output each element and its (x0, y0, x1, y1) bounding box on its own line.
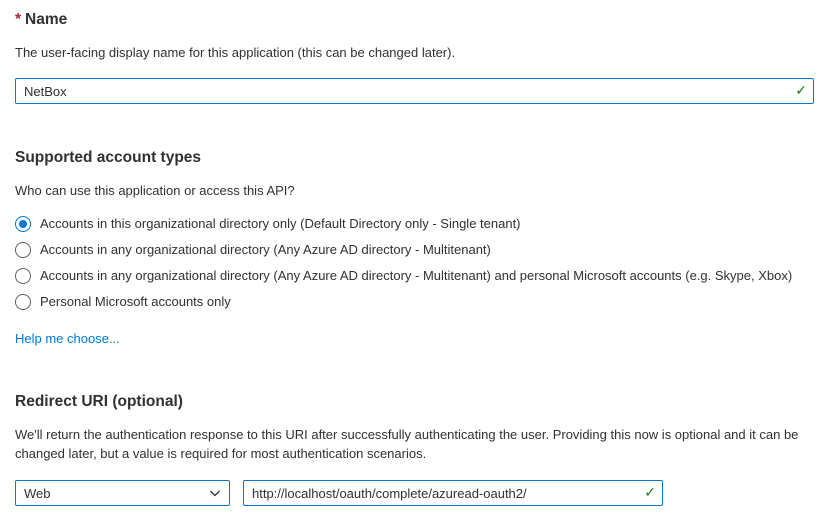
radio-label: Accounts in this organizational directory only (Default Directory only - Single tenant) (40, 216, 521, 231)
radio-label: Accounts in any organizational directory (Any Azure AD directory - Multitenant) and personal Microsoft accounts (e.g. Skype, Xbox) (40, 268, 793, 283)
radio-icon (15, 268, 31, 284)
account-types-question: Who can use this application or access this API? (15, 183, 295, 198)
valid-check-icon: ✓ (644, 484, 656, 501)
redirect-uri-input-wrap (243, 480, 663, 506)
chevron-down-icon (209, 487, 221, 499)
radio-option-personal-only[interactable] (15, 289, 814, 315)
redirect-uri-input[interactable] (243, 480, 663, 506)
account-types-radio-group (15, 211, 814, 315)
name-input[interactable] (15, 78, 814, 104)
help-me-choose-link[interactable]: Help me choose... (15, 331, 120, 346)
redirect-uri-section (15, 392, 814, 506)
platform-select-value: Web (24, 485, 51, 501)
required-asterisk: * (15, 11, 22, 28)
account-types-section (15, 148, 814, 346)
radio-option-multitenant-personal[interactable] (15, 263, 814, 289)
account-types-title: Supported account types (15, 149, 202, 166)
valid-check-icon: ✓ (795, 82, 807, 99)
radio-option-single-tenant[interactable] (15, 211, 814, 237)
name-label: Name (25, 11, 68, 28)
radio-icon (15, 216, 31, 232)
radio-icon (15, 242, 31, 258)
radio-label: Personal Microsoft accounts only (40, 294, 231, 309)
name-section-title (15, 10, 814, 30)
redirect-uri-description: We'll return the authentication response to this URI after successfully authenticating the user. Providing this now is optional and it can be changed later, but a value is required for most authentication scenarios. (15, 427, 799, 461)
name-description: The user-facing display name for this application (this can be changed later). (15, 45, 456, 60)
radio-icon (15, 294, 31, 310)
redirect-uri-title: Redirect URI (optional) (15, 393, 183, 410)
redirect-uri-controls (15, 480, 814, 506)
platform-select[interactable] (15, 480, 230, 506)
radio-label: Accounts in any organizational directory (Any Azure AD directory - Multitenant) (40, 242, 491, 257)
name-input-wrap (15, 78, 814, 104)
name-section (15, 10, 814, 104)
radio-option-multitenant[interactable] (15, 237, 814, 263)
